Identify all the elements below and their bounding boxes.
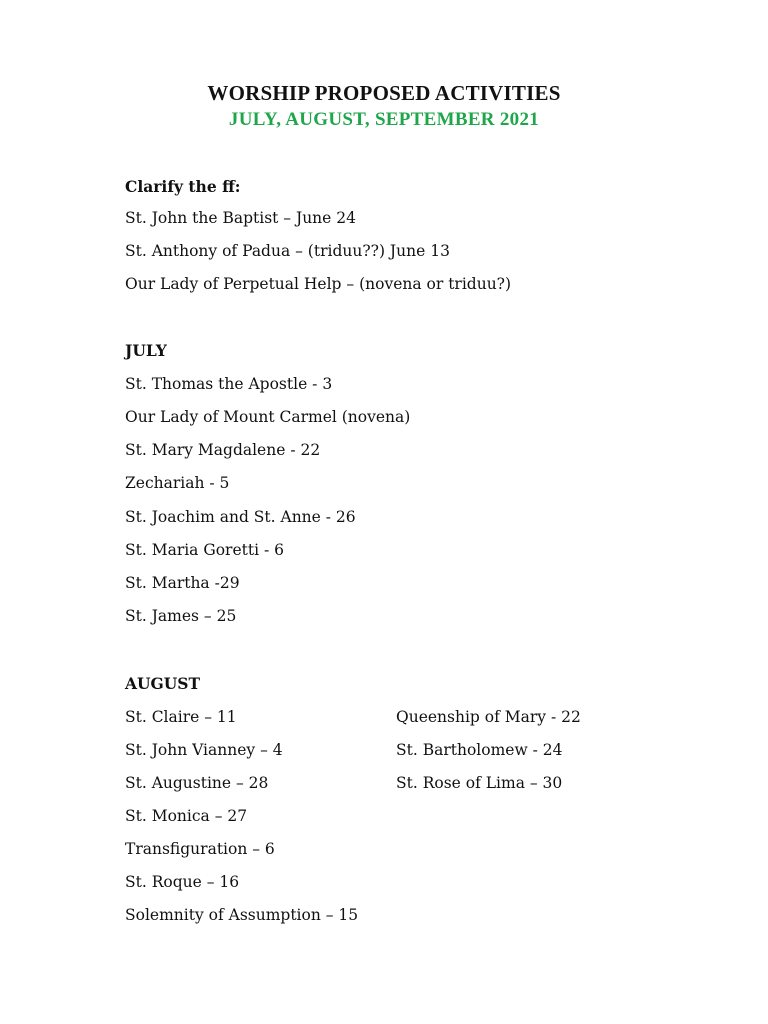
july-item: St. Thomas the Apostle - 3 bbox=[125, 375, 333, 393]
august-item: St. John Vianney – 4 bbox=[125, 741, 283, 759]
july-item: Zechariah - 5 bbox=[125, 474, 230, 492]
july-item: St. Mary Magdalene - 22 bbox=[125, 441, 321, 459]
clarify-item: St. John the Baptist – June 24 bbox=[125, 209, 356, 227]
august-item: St. Augustine – 28 bbox=[125, 774, 269, 792]
document-subtitle: JULY, AUGUST, SEPTEMBER 2021 bbox=[228, 109, 540, 130]
clarify-item: Our Lady of Perpetual Help – (novena or triduu?) bbox=[125, 275, 512, 293]
july-item: St. Maria Goretti - 6 bbox=[125, 541, 285, 559]
august-item-right: St. Rose of Lima – 30 bbox=[396, 774, 563, 792]
august-item-right: Queenship of Mary - 22 bbox=[396, 708, 581, 726]
august-item: St. Claire – 11 bbox=[125, 708, 237, 726]
july-item: St. James – 25 bbox=[125, 607, 237, 625]
august-item: Solemnity of Assumption – 15 bbox=[125, 906, 359, 924]
august-item: St. Monica – 27 bbox=[125, 807, 248, 825]
clarify-item: St. Anthony of Padua – (triduu??) June 13 bbox=[125, 242, 450, 260]
august-item: St. Roque – 16 bbox=[125, 873, 240, 891]
july-item: St. Martha -29 bbox=[125, 574, 240, 592]
document-title: WORSHIP PROPOSED ACTIVITIES bbox=[207, 81, 561, 105]
august-item-right: St. Bartholomew - 24 bbox=[396, 741, 563, 759]
july-heading: JULY bbox=[125, 341, 167, 360]
july-item: St. Joachim and St. Anne - 26 bbox=[125, 508, 356, 526]
july-item: Our Lady of Mount Carmel (novena) bbox=[125, 408, 411, 426]
august-item: Transfiguration – 6 bbox=[125, 840, 275, 858]
august-heading: AUGUST bbox=[125, 674, 201, 693]
clarify-heading: Clarify the ff: bbox=[125, 177, 241, 196]
